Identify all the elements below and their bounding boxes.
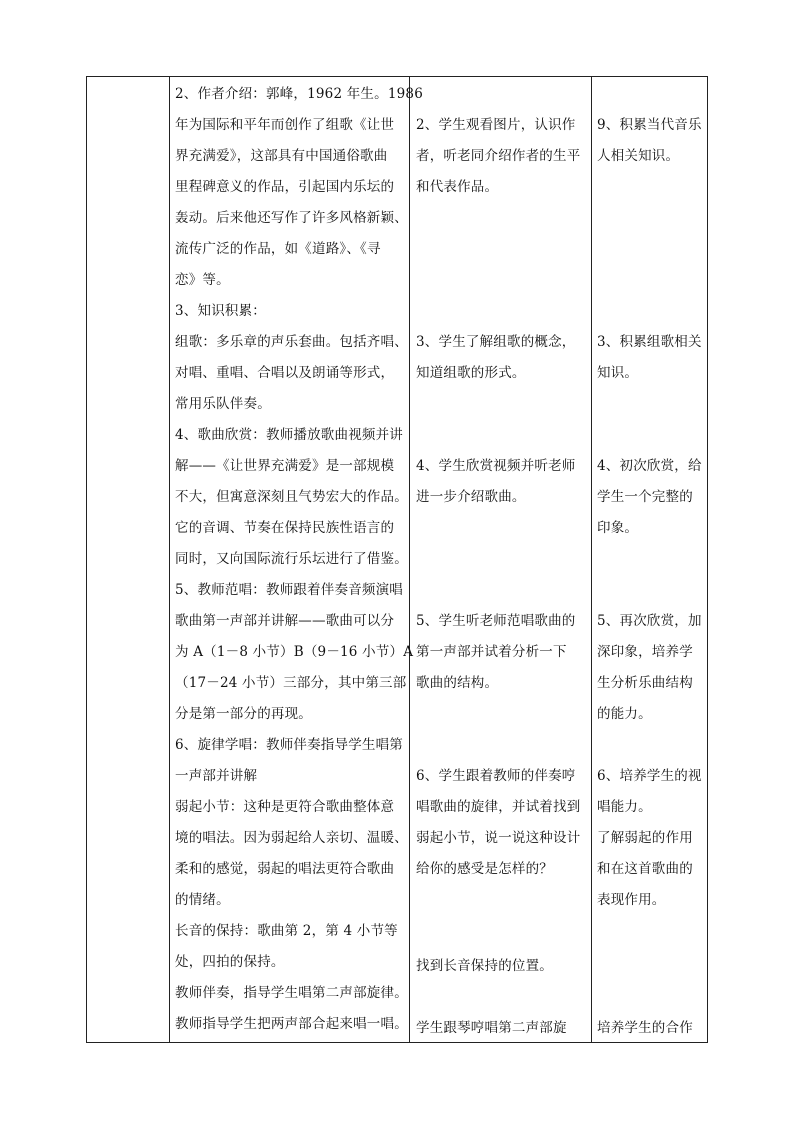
text-line: 2、作者介绍：郭峰，1962 年生。1986 [175, 86, 423, 102]
text-line: 4、歌曲欣赏：教师播放歌曲视频并讲 [175, 427, 403, 443]
text-line: 同时，又向国际流行乐坛进行了借鉴。 [175, 551, 408, 567]
text-line: 的能力。 [597, 706, 652, 722]
text-line: 2、学生观看图片，认识作 [416, 117, 576, 133]
text-line: 4、学生欣赏视频并听老师 [416, 458, 576, 474]
text-line: 者，听老同介绍作者的生平 [416, 148, 581, 164]
text-line: 学生一个完整的 [597, 489, 693, 505]
text-line: 生分析乐曲结构 [597, 675, 693, 691]
text-line: 和在这首歌曲的 [597, 861, 693, 877]
text-line: （17－24 小节）三部分，其中第三部 [175, 675, 407, 691]
text-line: 4、初次欣赏，给 [597, 458, 702, 474]
text-line: 不大，但寓意深刻且气势宏大的作品。 [175, 489, 408, 505]
text-line: 常用乐队伴奏。 [175, 396, 271, 412]
design-purpose-block [597, 761, 707, 916]
text-line: 解——《让世界充满爱》是一部规模 [175, 458, 395, 474]
text-line: 唱能力。 [597, 799, 652, 815]
text-line: 6、学生跟着教师的伴奏哼 [416, 768, 576, 784]
text-line: 3、知识积累： [175, 303, 266, 319]
text-line: 轰动。后来他还写作了许多风格新颖、 [175, 210, 408, 226]
text-line: 唱歌曲的旋律，并试着找到 [416, 799, 581, 815]
text-line: 第一声部并试着分析一下 [416, 644, 567, 660]
text-line: 一声部并讲解 [175, 768, 258, 784]
student-activity-block [416, 1013, 594, 1044]
teacher-activity-cell [175, 79, 423, 1040]
text-line: 给你的感受是怎样的？ [416, 861, 553, 877]
text-line: 恋》等。 [175, 272, 230, 288]
text-line: 进一步介绍歌曲。 [416, 489, 526, 505]
text-line: 培养学生的合作 [597, 1020, 693, 1036]
text-line: 了解弱起的作用 [597, 830, 693, 846]
text-line: 9、积累当代音乐 [597, 117, 702, 133]
text-line: 对唱、重唱、合唱以及朗诵等形式， [175, 365, 395, 381]
student-activity-block [416, 606, 594, 699]
text-line: 分是第一部分的再现。 [175, 706, 312, 722]
column-divider [591, 77, 592, 1042]
text-line: 弱起小节：这种是更符合歌曲整体意 [175, 799, 395, 815]
text-line: 流传广泛的作品，如《道路》、《寻 [175, 241, 381, 257]
text-line: 人相关知识。 [597, 148, 680, 164]
text-line: 深印象，培养学 [597, 644, 693, 660]
text-line: 歌曲的结构。 [416, 675, 499, 691]
student-activity-block [416, 451, 594, 513]
text-line: 长音的保持：歌曲第 2，第 4 小节等 [175, 923, 398, 939]
text-line: 知道组歌的形式。 [416, 365, 526, 381]
text-line: 知识。 [597, 365, 639, 381]
text-line: 的情绪。 [175, 892, 230, 908]
text-line: 为 A（1－8 小节）B（9－16 小节）A [175, 644, 414, 660]
text-line: 弱起小节，说一说这种设计 [416, 830, 581, 846]
design-purpose-block [597, 451, 707, 544]
text-line: 6、培养学生的视 [597, 768, 702, 784]
text-line: 柔和的感觉，弱起的唱法更符合歌曲 [175, 861, 395, 877]
design-purpose-block [597, 606, 707, 730]
text-line: 处，四拍的保持。 [175, 954, 285, 970]
student-activity-block [416, 951, 594, 982]
text-line: 年为国际和平年而创作了组歌《让世 [175, 117, 395, 133]
column-divider [169, 77, 170, 1042]
text-line: 界充满爱》，这部具有中国通俗歌曲 [175, 148, 388, 164]
text-line: 6、旋律学唱：教师伴奏指导学生唱第 [175, 737, 403, 753]
text-line: 5、再次欣赏，加 [597, 613, 702, 629]
text-line: 印象。 [597, 520, 639, 536]
text-line: 教师指导学生把两声部合起来唱一唱。 [175, 1016, 408, 1032]
text-line: 3、学生了解组歌的概念， [416, 334, 576, 350]
text-line: 表现作用。 [597, 892, 666, 908]
student-activity-block [416, 761, 594, 885]
student-activity-block [416, 327, 594, 389]
text-line: 教师伴奏，指导学生唱第二声部旋律。 [175, 985, 408, 1001]
student-activity-block [416, 110, 594, 203]
design-purpose-block [597, 110, 707, 172]
text-line: 境的唱法。因为弱起给人亲切、温暖、 [175, 830, 408, 846]
text-line: 歌曲第一声部并讲解——歌曲可以分 [175, 613, 395, 629]
text-line: 3、积累组歌相关 [597, 334, 702, 350]
design-purpose-block [597, 1013, 707, 1044]
text-line: 学生跟琴哼唱第二声部旋 [416, 1020, 567, 1036]
text-line: 找到长音保持的位置。 [416, 958, 553, 974]
text-line: 它的音调、节奏在保持民族性语言的 [175, 520, 395, 536]
lesson-plan-table [86, 76, 708, 1043]
text-line: 5、教师范唱：教师跟着伴奏音频演唱 [175, 582, 403, 598]
text-line: 和代表作品。 [416, 179, 499, 195]
text-line: 里程碑意义的作品，引起国内乐坛的 [175, 179, 395, 195]
design-purpose-block [597, 327, 707, 389]
text-line: 5、学生听老师范唱歌曲的 [416, 613, 576, 629]
text-line: 组歌：多乐章的声乐套曲。包括齐唱、 [175, 334, 408, 350]
